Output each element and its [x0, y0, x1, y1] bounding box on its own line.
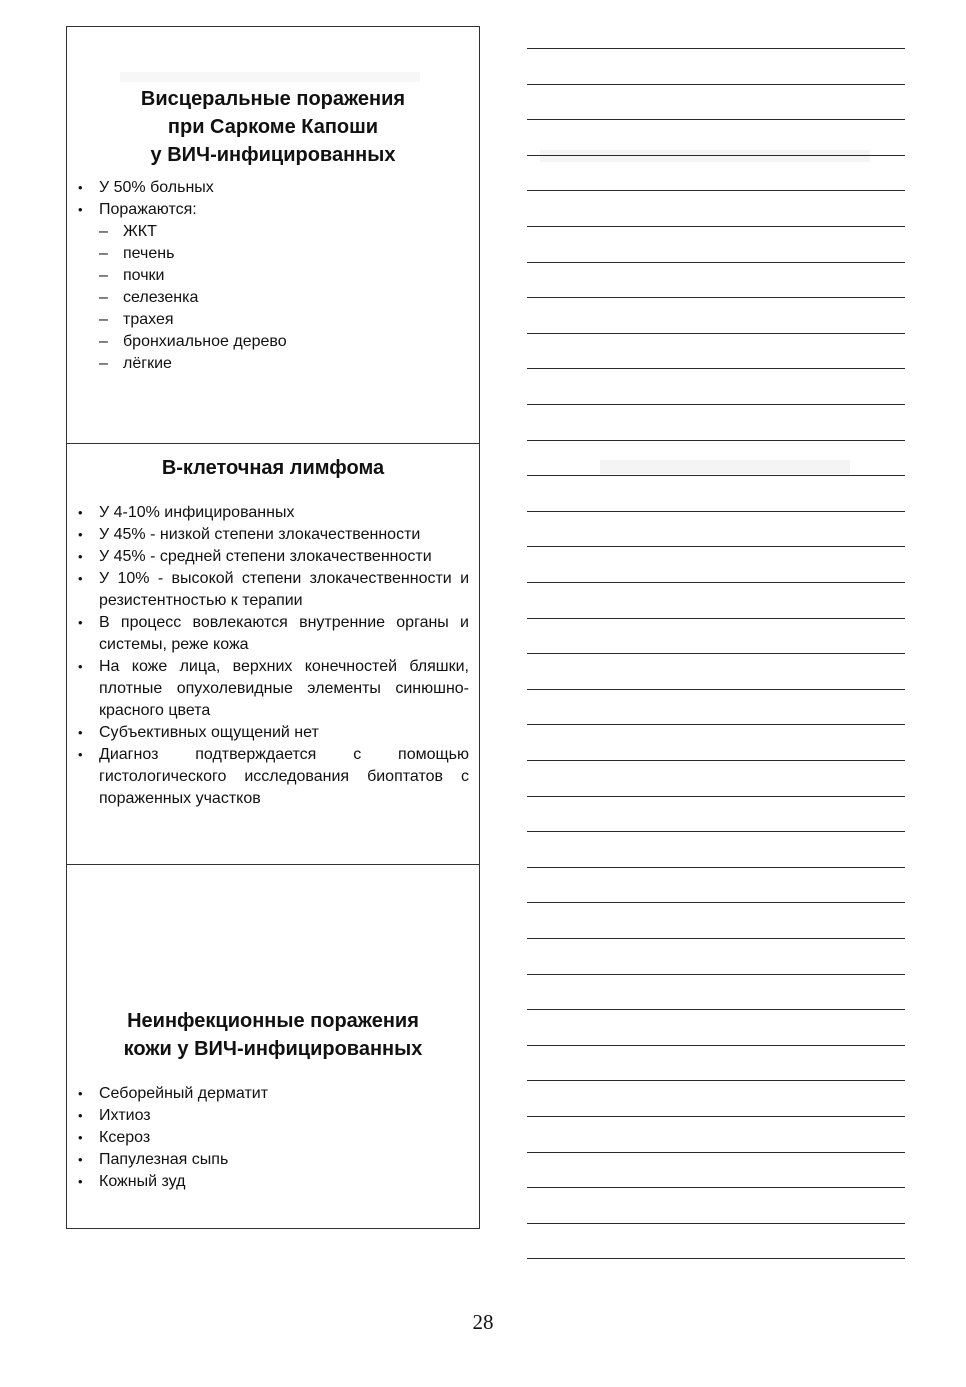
note-line: [527, 1009, 905, 1010]
slides-column: [66, 26, 480, 1229]
list-item: • Себорейный дерматит: [75, 1083, 469, 1105]
sub-list-item: – бронхиальное дерево: [99, 331, 469, 353]
slide-b-cell-lymphoma: [67, 443, 479, 864]
note-line: [527, 1187, 905, 1188]
bullet-list: [67, 177, 479, 375]
note-line: [527, 1080, 905, 1081]
note-line: [527, 262, 905, 263]
sub-list-item: – ЖКТ: [99, 221, 469, 243]
title-line: при Саркоме Капоши: [167, 116, 379, 138]
sub-list: [99, 221, 469, 375]
note-line: [527, 546, 905, 547]
bullet-list: [67, 1083, 479, 1193]
note-line: [527, 84, 905, 85]
list-item: • Диагноз подтверждается с помощью гистологического исследования биоптатов с пораженных участков: [75, 744, 469, 810]
list-item: • Папулезная сыпь: [75, 1149, 469, 1171]
sub-list-item: – селезенка: [99, 287, 469, 309]
note-line: [527, 938, 905, 939]
list-item: • Субъективных ощущений нет: [75, 722, 469, 744]
title-line: у ВИЧ-инфицированных: [150, 144, 396, 166]
note-line: [527, 190, 905, 191]
notes-lines-area: [527, 30, 905, 1290]
note-line: [527, 119, 905, 120]
slide-visceral-lesions: [67, 27, 479, 443]
note-line: [527, 226, 905, 227]
list-item: • Ихтиоз: [75, 1105, 469, 1127]
note-line: [527, 867, 905, 868]
list-item: • У 45% - низкой степени злокачественности: [75, 524, 469, 546]
note-line: [527, 511, 905, 512]
note-line: [527, 368, 905, 369]
note-line: [527, 582, 905, 583]
note-line: [527, 1152, 905, 1153]
note-line: [527, 689, 905, 690]
list-item: • Ксероз: [75, 1127, 469, 1149]
sub-list-item: – почки: [99, 265, 469, 287]
sub-list-item: – трахея: [99, 309, 469, 331]
list-item: • У 45% - средней степени злокачественности: [75, 546, 469, 568]
title-line: В-клеточная лимфома: [161, 457, 385, 479]
note-line: [527, 1223, 905, 1224]
note-line: [527, 653, 905, 654]
note-line: [527, 974, 905, 975]
list-item: [75, 199, 469, 375]
note-line: [527, 760, 905, 761]
slide-noninfectious-skin-lesions: [67, 864, 479, 1228]
note-line: [527, 796, 905, 797]
list-item: • В процесс вовлекаются внутренние органы и системы, реже кожа: [75, 612, 469, 656]
note-line: [527, 475, 905, 476]
bullet-list: [67, 502, 479, 810]
note-line: [527, 1045, 905, 1046]
slide-title: [67, 85, 479, 169]
title-line: Висцеральные поражения: [140, 88, 406, 110]
list-item: • У 10% - высокой степени злокачественности и резистентностью к терапии: [75, 568, 469, 612]
title-line: Неинфекционные поражения: [127, 1010, 419, 1032]
list-item: • Кожный зуд: [75, 1171, 469, 1193]
note-line: [527, 724, 905, 725]
note-line: [527, 831, 905, 832]
page-number: 28: [472, 1310, 494, 1334]
list-item-text: Поражаются:: [99, 201, 197, 218]
note-line: [527, 297, 905, 298]
note-line: [527, 404, 905, 405]
note-line: [527, 155, 905, 156]
note-line: [527, 48, 905, 49]
list-item-text: У 50% больных: [99, 179, 214, 196]
note-line: [527, 1116, 905, 1117]
note-line: [527, 902, 905, 903]
note-line: [527, 1258, 905, 1259]
note-line: [527, 440, 905, 441]
slide-title: [67, 454, 479, 482]
sub-list-item: – лёгкие: [99, 353, 469, 375]
list-item: • На коже лица, верхних конечностей бляшки, плотные опухолевидные элементы синюшно-красного цвета: [75, 656, 469, 722]
note-line: [527, 333, 905, 334]
note-line: [527, 618, 905, 619]
list-item: [75, 177, 469, 199]
list-item: • У 4-10% инфицированных: [75, 502, 469, 524]
title-line: кожи у ВИЧ-инфицированных: [123, 1038, 423, 1060]
sub-list-item: – печень: [99, 243, 469, 265]
slide-title: [67, 1007, 479, 1063]
